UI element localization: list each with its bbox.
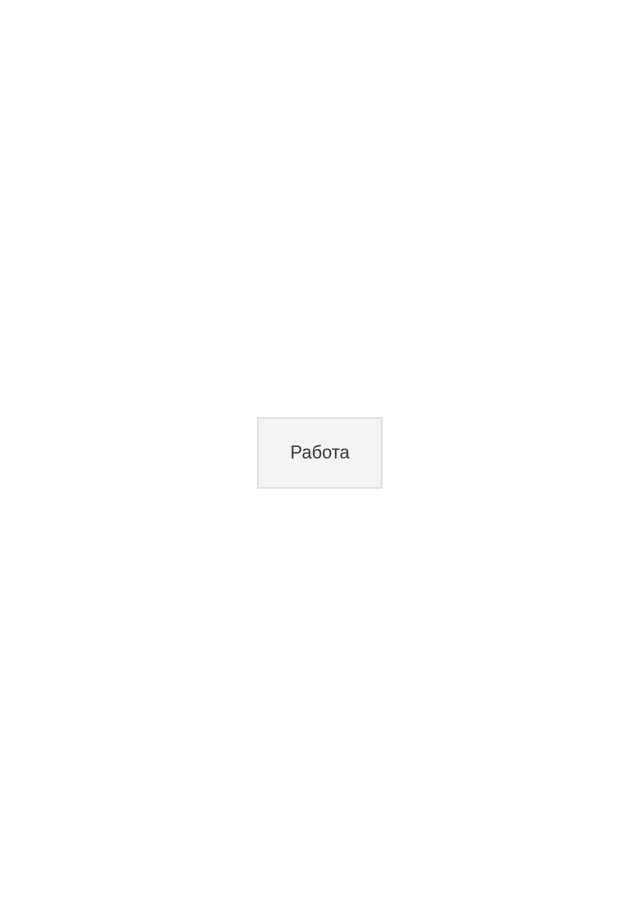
- placeholder-text: Работа: [290, 442, 350, 462]
- placeholder-card: [257, 417, 382, 488]
